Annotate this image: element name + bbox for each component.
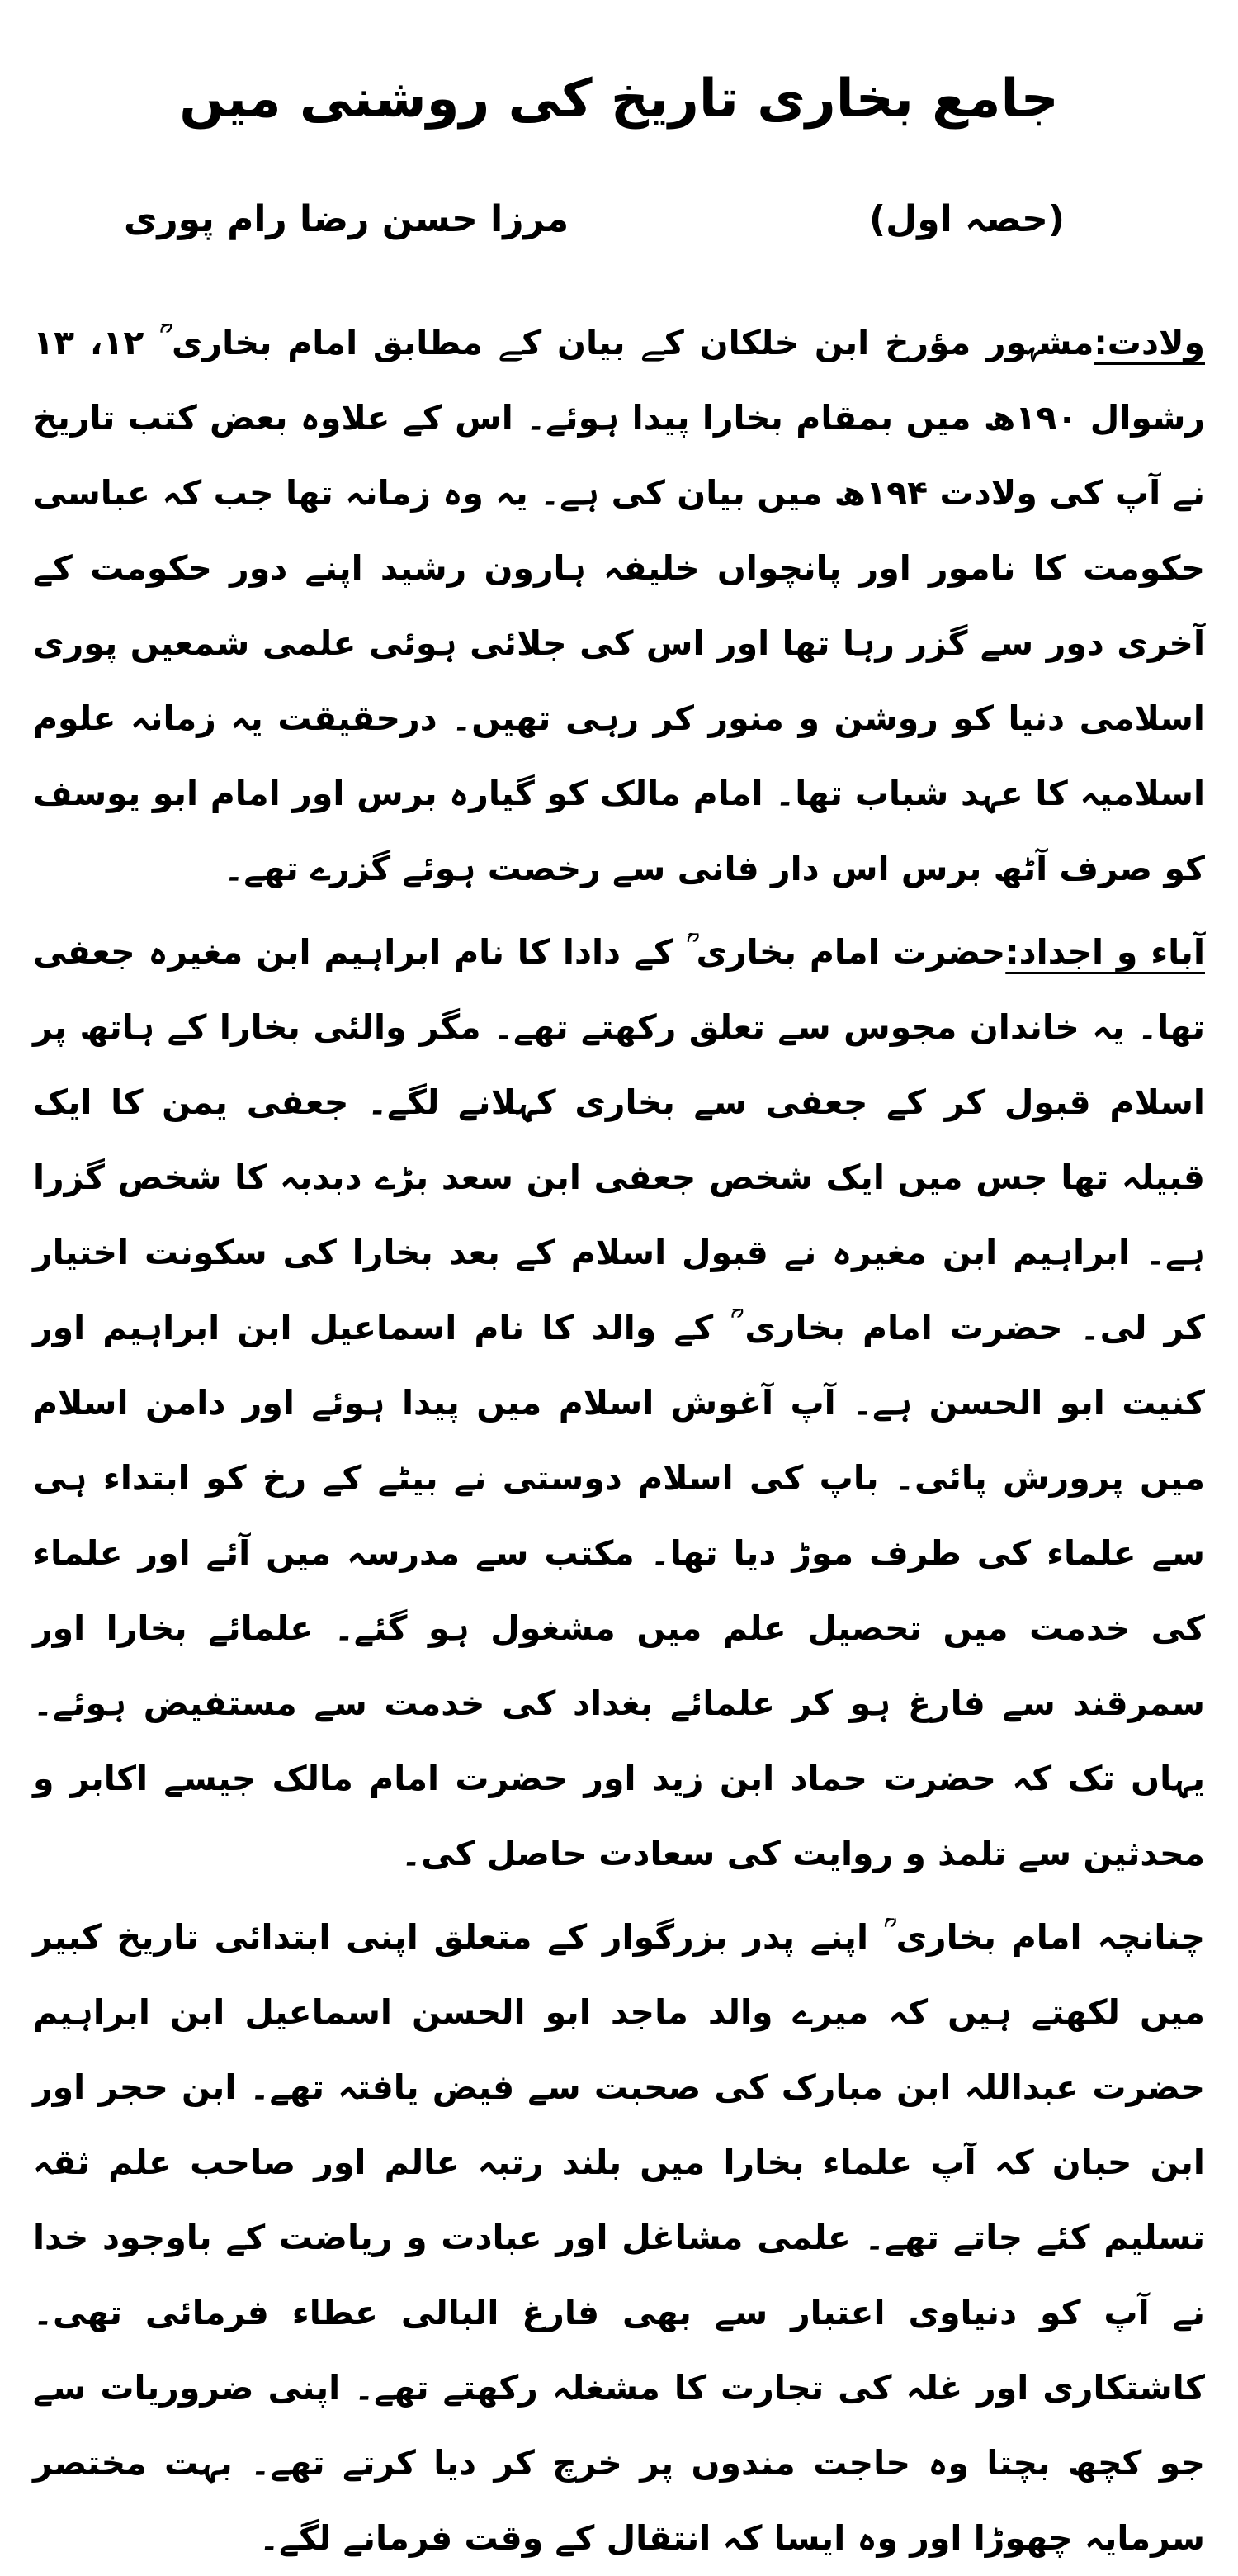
paragraph-text: چنانچہ امام بخاری ؒ اپنے پدر بزرگوار کے متعلق اپنی ابتدائی تاریخ کبیر میں لکھتے ہیں کہ میرے والد ماجد ابو الحسن اسماعیل ابن ابراہیم حضرت عبداللہ ابن مبارک کی صحبت سے فیض یافتہ تھے۔ ابن حجر اور ابن حبان کہ آپ علماء بخارا میں بلند رتبہ عالم اور صاحب علم ثقہ تسلیم کئے جاتے تھے۔ علمی مشاغل اور عبادت و ریاضت کے باوجود خدا نے آپ کو دنیاوی اعتبار سے بھی فارغ البالی عطاء فرمائی تھی۔ کاشتکاری اور غلہ کی تجارت کا مشغلہ رکھتے تھے۔ اپنی ضروریات سے جو کچھ بچتا وہ حاجت مندوں پر خرچ کر دیا کرتے تھے۔ بہت مختصر سرمایہ چھوڑا اور وہ ایسا کہ انتقال کے وقت فرمانے لگے۔ <box>33 1917 1205 2558</box>
paragraph-father <box>33 1900 1205 2576</box>
paragraph-text: مشہور مؤرخ ابن خلکان کے بیان کے مطابق امام بخاری ؒ ۱۲، ۱۳ رشوال ۱۹۰ھ میں بمقام بخارا پیدا ہوئے۔ اس کے علاوہ بعض کتب تاریخ نے آپ کی ولادت ۱۹۴ھ میں بیان کی ہے۔ یہ وہ زمانہ تھا جب کہ عباسی حکومت کا نامور اور پانچواں خلیفہ ہارون رشید اپنے دور حکومت کے آخری دور سے گزر رہا تھا اور اس کی جلائی ہوئی علمی شمعیں پوری اسلامی دنیا کو روشن و منور کر رہی تھیں۔ درحقیقت یہ زمانہ علوم اسلامیہ کا عہد شباب تھا۔ امام مالک کو گیارہ برس اور امام ابو یوسف کو صرف آٹھ برس اس دار فانی سے رخصت ہوئے گزرے تھے۔ <box>33 323 1205 888</box>
paragraph-ancestry <box>33 915 1205 1892</box>
paragraph-heading: ولادت: <box>1094 323 1205 362</box>
part-label: (حصہ اول) <box>869 198 1065 240</box>
paragraph-text: حضرت امام بخاری ؒ کے دادا کا نام ابراہیم ابن مغیرہ جعفی تھا۔ یہ خاندان مجوس سے تعلق رکھتے تھے۔ مگر والئی بخارا کے ہاتھ پر اسلام قبول کر کے جعفی سے بخاری کہلانے لگے۔ جعفی یمن کا ایک قبیلہ تھا جس میں ایک شخص جعفی ابن سعد بڑے دبدبہ کا شخص گزرا ہے۔ ابراہیم ابن مغیرہ نے قبول اسلام کے بعد بخارا کی سکونت اختیار کر لی۔ حضرت امام بخاری ؒ کے والد کا نام اسماعیل ابن ابراہیم اور کنیت ابو الحسن ہے۔ آپ آغوش اسلام میں پیدا ہوئے اور دامن اسلام میں پرورش پائی۔ باپ کی اسلام دوستی نے بیٹے کے رخ کو ابتداء ہی سے علماء کی طرف موڑ دیا تھا۔ مکتب سے مدرسہ میں آئے اور علماء کی خدمت میں تحصیل علم میں مشغول ہو گئے۔ علمائے بخارا اور سمرقند سے فارغ ہو کر علمائے بغداد کی خدمت سے مستفیض ہوئے۔ یہاں تک کہ حضرت حماد ابن زید اور حضرت امام مالک جیسے اکابر و محدثین سے تلمذ و روایت کی سعادت حاصل کی۔ <box>33 932 1205 1873</box>
paragraph-birth <box>33 305 1205 907</box>
author-name: مرزا حسن رضا رام پوری <box>124 198 569 240</box>
document-title: جامع بخاری تاریخ کی روشنی میں <box>179 69 1059 130</box>
byline-row <box>33 198 1205 256</box>
paragraph-heading: آباء و اجداد: <box>1005 932 1205 972</box>
